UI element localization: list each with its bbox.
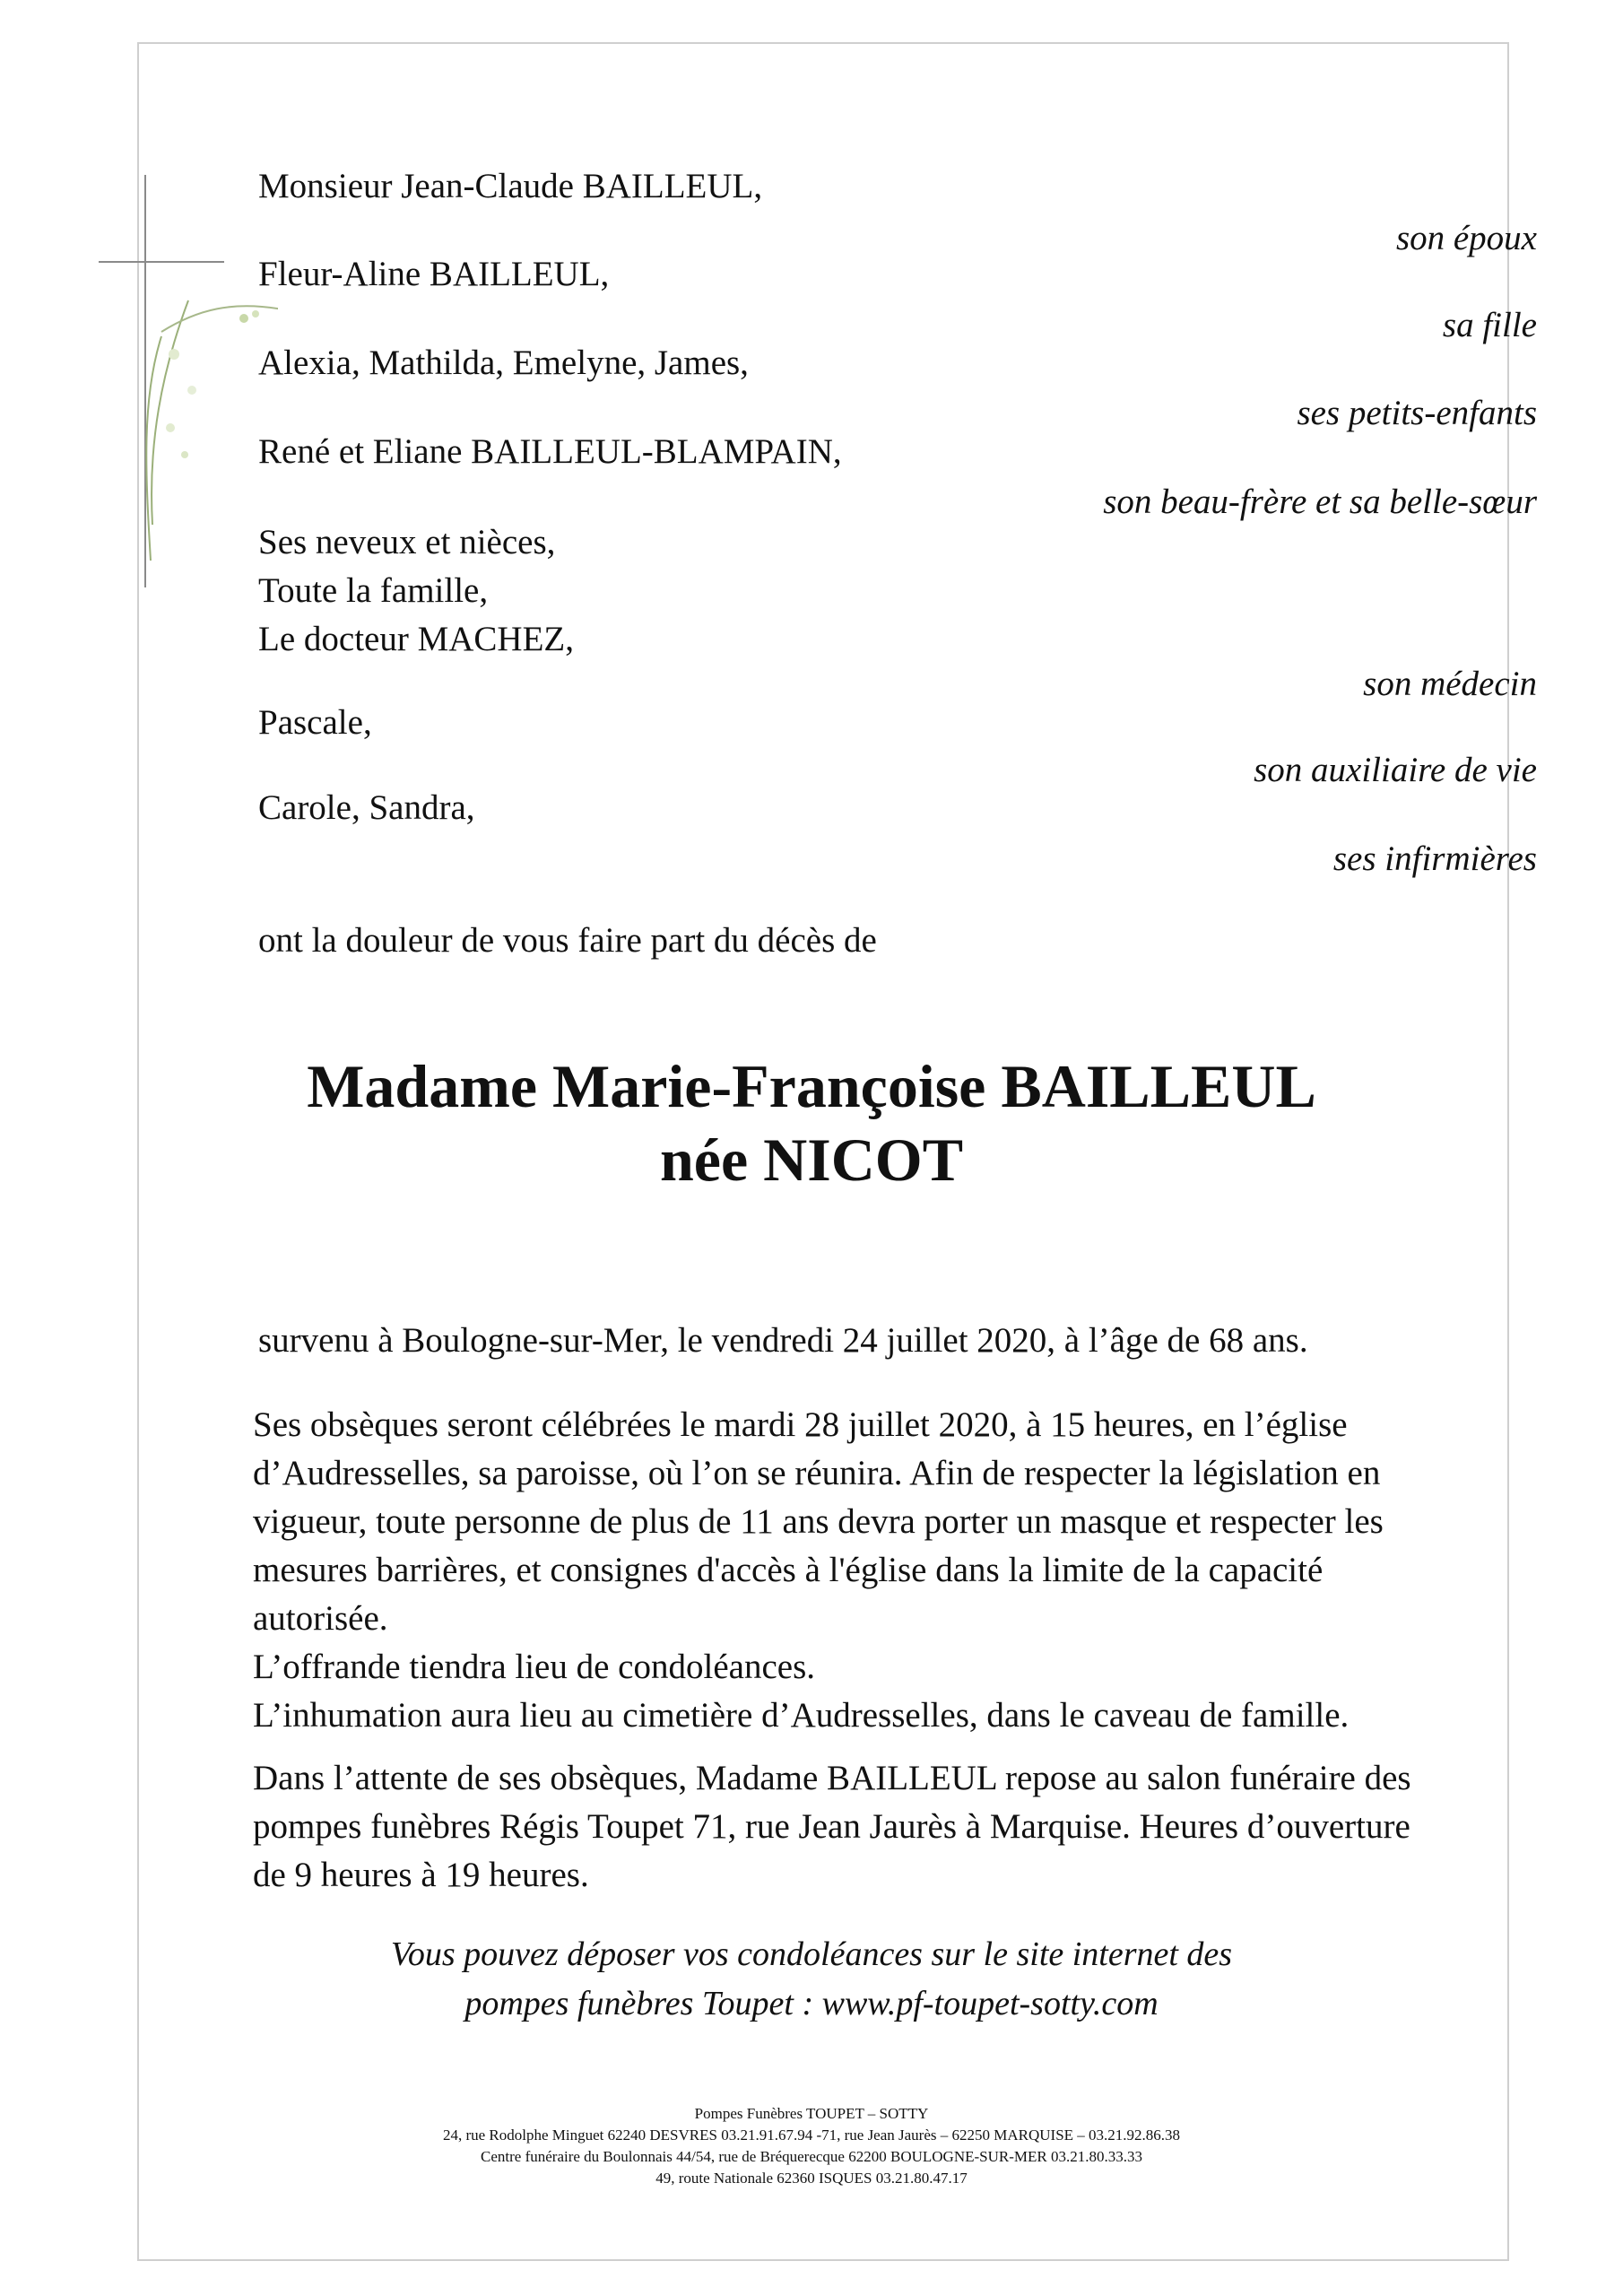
- condolences-note: [0, 1930, 1623, 2029]
- condolences-line: Vous pouvez déposer vos condoléances sur le site internet des: [390, 1935, 1233, 1973]
- others-doctor: Le docteur MACHEZ,: [258, 620, 574, 658]
- ceremony-line: vigueur, toute personne de plus de 11 ans devra porter un masque et respecter les: [253, 1502, 1384, 1541]
- ceremony-line: L’inhumation aura lieu au cimetière d’Audresselles, dans le caveau de famille.: [253, 1696, 1350, 1735]
- deceased-name-line1: Madame Marie-Françoise BAILLEUL: [307, 1052, 1316, 1120]
- footer-company: Pompes Funèbres TOUPET – SOTTY: [694, 2105, 929, 2122]
- ceremony-line: Ses obsèques seront célébrées le mardi 28 juillet 2020, à 15 heures, en l’église: [253, 1405, 1348, 1444]
- deceased-name: [0, 1049, 1623, 1196]
- others-nephews: Ses neveux et nièces,: [258, 523, 556, 561]
- rest-line: pompes funèbres Régis Toupet 71, rue Jean Jaurès à Marquise. Heures d’ouverture: [253, 1807, 1410, 1846]
- announcement-line: ont la douleur de vous faire part du décès de: [258, 921, 877, 960]
- family-relation-3: ses petits-enfants: [1297, 394, 1537, 432]
- pascale-relation: son auxiliaire de vie: [1254, 751, 1537, 789]
- pascale-name: Pascale,: [258, 703, 372, 742]
- footer-address-1: 24, rue Rodolphe Minguet 62240 DESVRES 03.21.91.67.94 -71, rue Jean Jaurès – 62250 MARQUISE – 03.21.92.86.38: [442, 2126, 1181, 2144]
- others-family: Toute la famille,: [258, 571, 489, 610]
- ceremony-line: autorisée.: [253, 1599, 388, 1638]
- family-name-2: Fleur-Aline BAILLEUL,: [258, 255, 610, 293]
- family-name-1: Monsieur Jean-Claude BAILLEUL,: [258, 167, 763, 205]
- family-name-3: Alexia, Mathilda, Emelyne, James,: [258, 344, 749, 382]
- footer-address-2: Centre funéraire du Boulonnais 44/54, rue de Bréquerecque 62200 BOULOGNE-SUR-MER 03.21.80.33.33: [481, 2148, 1142, 2165]
- rest-line: de 9 heures à 19 heures.: [253, 1856, 589, 1894]
- footer-address-3: 49, route Nationale 62360 ISQUES 03.21.80.47.17: [655, 2170, 968, 2187]
- ceremony-line: mesures barrières, et consignes d'accès à l'église dans la limite de la capacité: [253, 1551, 1324, 1589]
- rest-line: Dans l’attente de ses obsèques, Madame BAILLEUL repose au salon funéraire des: [253, 1759, 1411, 1797]
- family-relation-4: son beau-frère et sa belle-sœur: [1103, 483, 1537, 521]
- ceremony-line: d’Audresselles, sa paroisse, où l’on se réunira. Afin de respecter la législation en: [253, 1454, 1381, 1492]
- ceremony-paragraph: [253, 1401, 1544, 1740]
- doctor-relation: son médecin: [1363, 665, 1537, 703]
- nurses-name: Carole, Sandra,: [258, 788, 475, 827]
- funeral-home-footer: [0, 2103, 1623, 2189]
- rest-paragraph: [253, 1754, 1544, 1900]
- nurses-relation: ses infirmières: [1332, 839, 1537, 878]
- others-list: [258, 518, 574, 664]
- deceased-name-line2: née NICOT: [659, 1126, 964, 1194]
- family-name-4: René et Eliane BAILLEUL-BLAMPAIN,: [258, 432, 842, 471]
- cross-flower-icon: [99, 175, 278, 596]
- family-relation-2: sa fille: [1442, 306, 1537, 344]
- death-line: survenu à Boulogne-sur-Mer, le vendredi 24 juillet 2020, à l’âge de 68 ans.: [258, 1321, 1308, 1360]
- ceremony-line: L’offrande tiendra lieu de condoléances.: [253, 1648, 815, 1686]
- family-relation-1: son époux: [1395, 219, 1537, 257]
- condolences-line: pompes funèbres Toupet : www.pf-toupet-sotty.com: [464, 1985, 1159, 2022]
